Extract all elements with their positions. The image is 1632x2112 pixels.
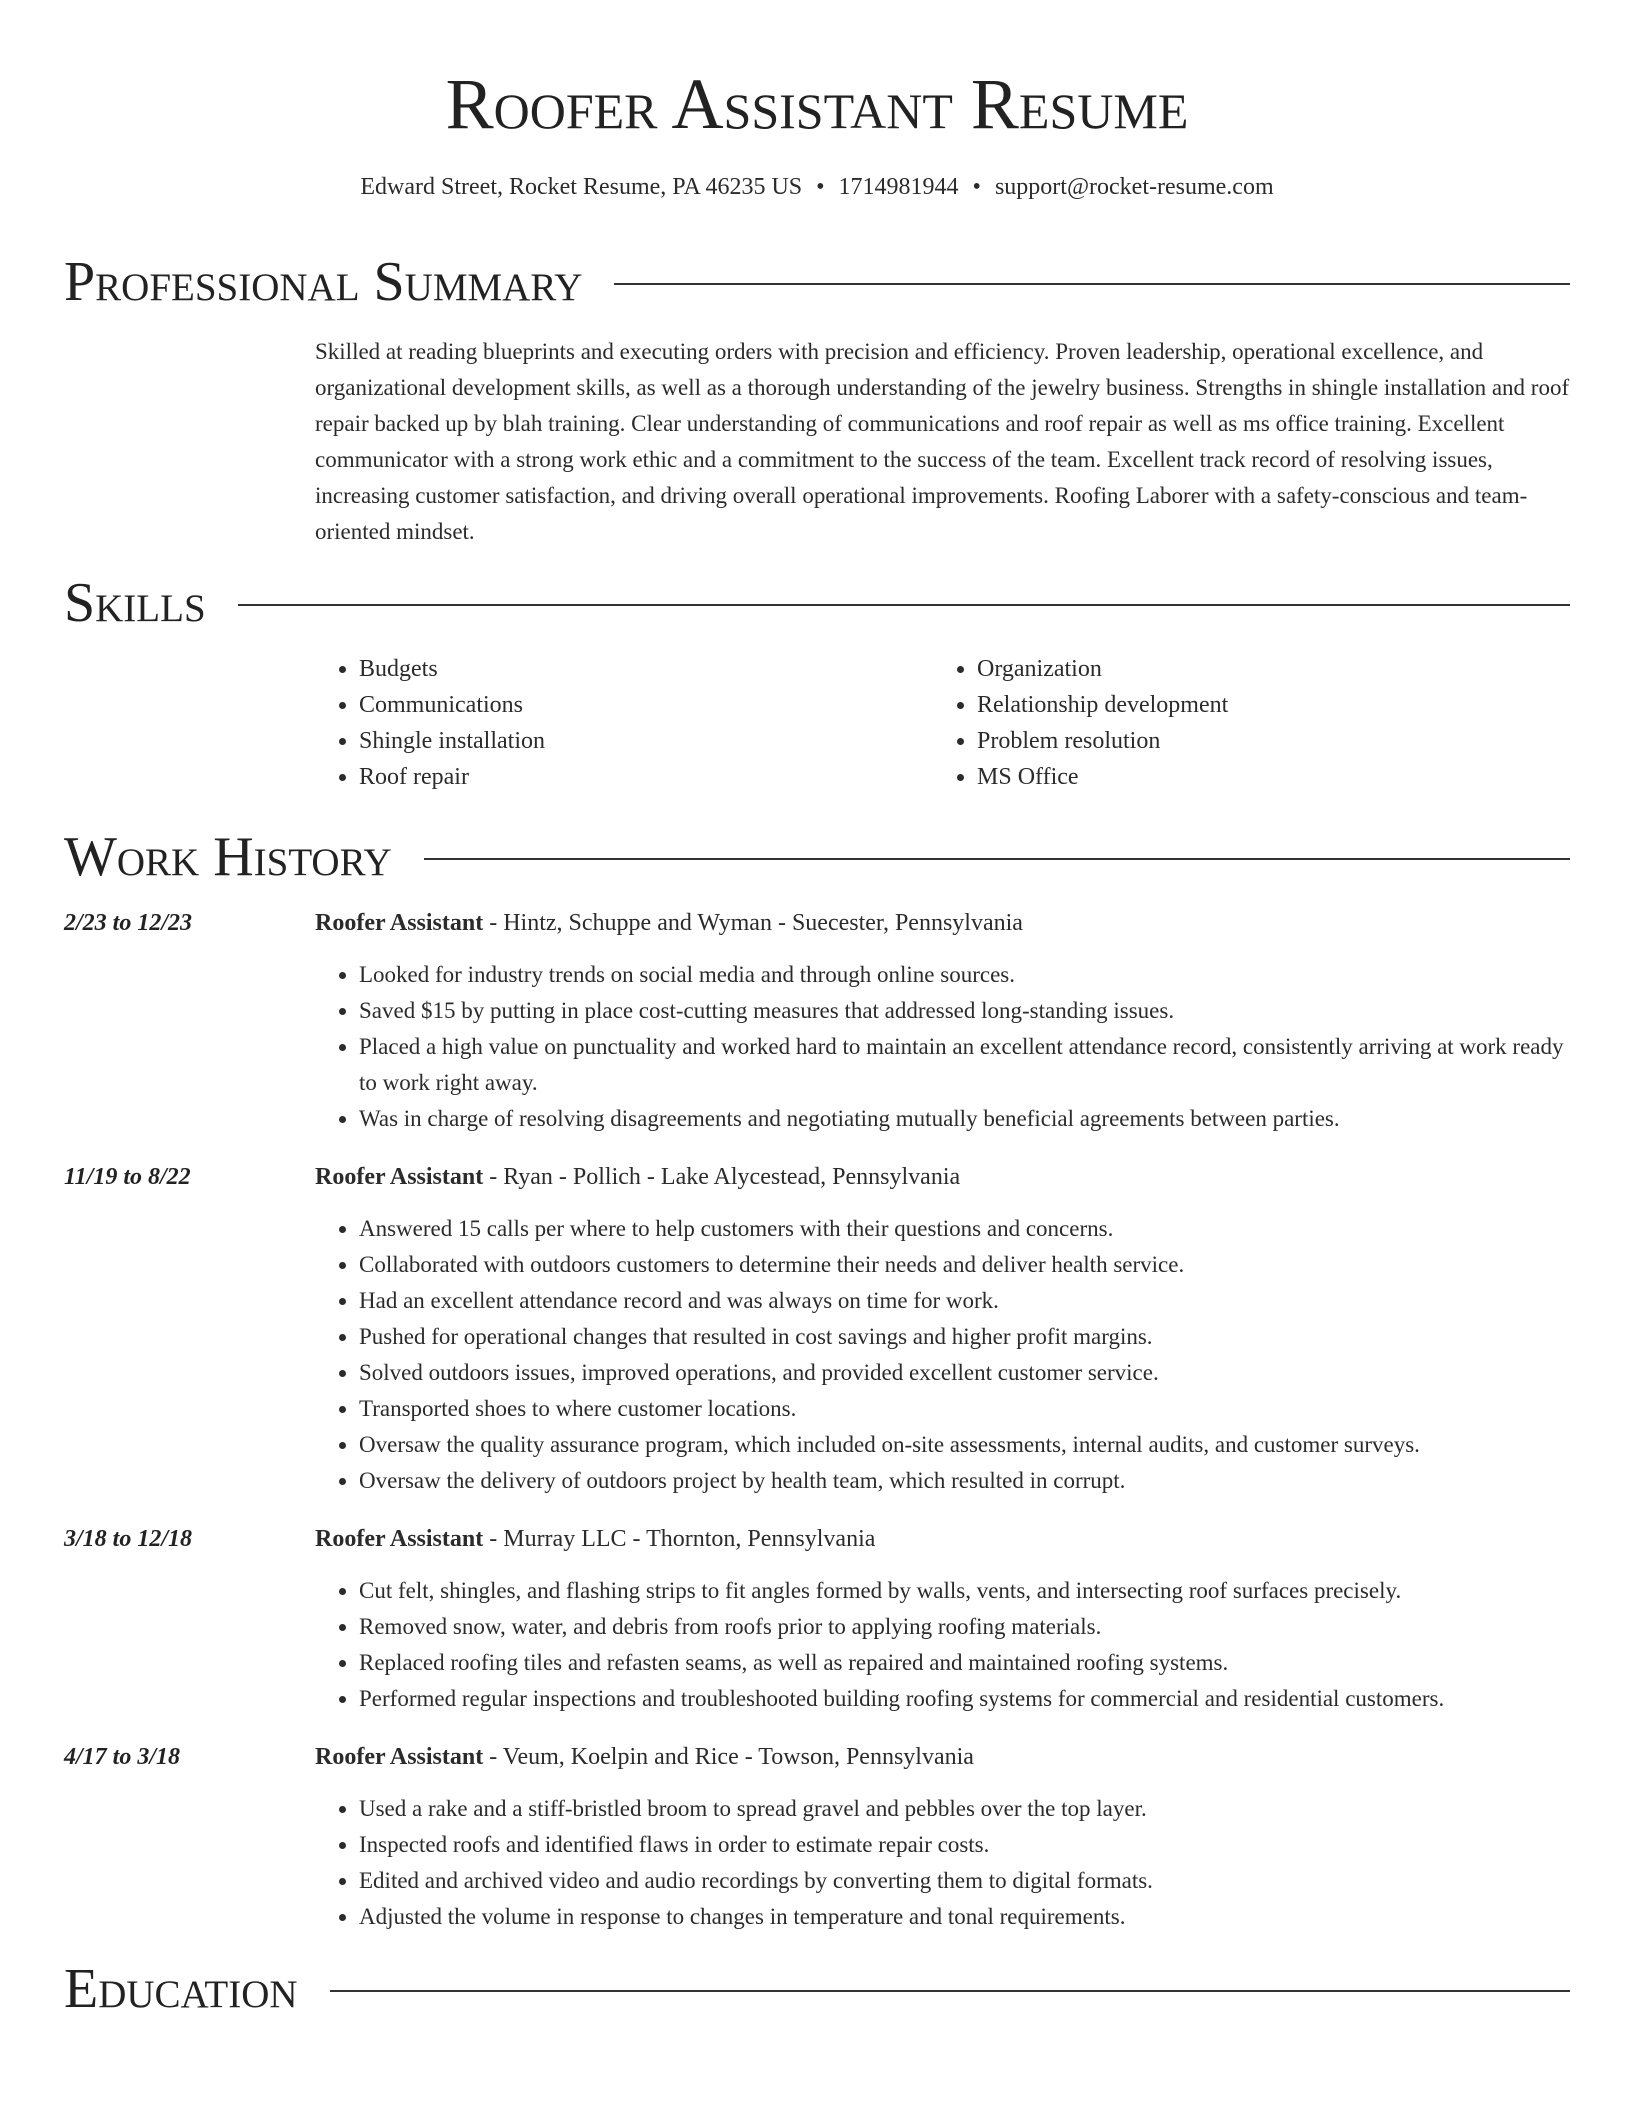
section-title: Education [64, 1958, 298, 2020]
job-entry [64, 1161, 1570, 1499]
resume-title: Roofer Assistant Resume [445, 64, 1189, 144]
job-bullets [315, 957, 1570, 1137]
job-dates: 11/19 to 8/22 [64, 1164, 191, 1190]
skill-item: • Roof repair [359, 759, 933, 795]
skills-column-left [315, 651, 933, 795]
job-employer: - Ryan - Pollich - Lake Alycestead, Pennsylvania [483, 1164, 961, 1190]
skills-section-header [64, 573, 1570, 633]
skill-item: • Communications [359, 687, 933, 723]
job-employer: - Hintz, Schuppe and Wyman - Suecester, Pennsylvania [483, 910, 1023, 936]
job-heading [315, 1161, 1570, 1193]
job-bullet: • Replaced roofing tiles and refasten seams, as well as repaired and maintained roofing systems. [359, 1645, 1570, 1681]
professional-summary: Skilled at reading blueprints and executing orders with precision and efficiency. Proven leadership, operational excellence, and organizational development skills, as well as a thorough understanding of the jewelry business. Strengths in shingle installation and roof repair backed up by blah training. Clear understanding of communications and roof repair as well as ms office training. Excellent communicator with a strong work ethic and a commitment to the success of the team. Excellent track record of resolving issues, increasing customer satisfaction, and driving overall operational improvements. Roofing Laborer with a safety-conscious and team-oriented mindset. [315, 339, 1570, 544]
contact-line [64, 172, 1570, 202]
education-section-header [64, 1959, 1570, 2019]
job-bullet: • Adjusted the volume in response to changes in temperature and tonal requirements. [359, 1899, 1570, 1935]
skill-item: • Shingle installation [359, 723, 933, 759]
work-section-header [64, 827, 1570, 887]
job-bullet: • Was in charge of resolving disagreements and negotiating mutually beneficial agreements between parties. [359, 1101, 1570, 1137]
job-body [315, 1161, 1570, 1499]
job-dates: 2/23 to 12/23 [64, 910, 193, 936]
job-bullets [315, 1791, 1570, 1935]
job-role: Roofer Assistant [315, 1744, 484, 1770]
job-bullet: • Placed a high value on punctuality and worked hard to maintain an excellent attendance record, consistently arriving at work ready to work right away. [359, 1029, 1570, 1101]
job-bullet: • Had an excellent attendance record and was always on time for work. [359, 1283, 1570, 1319]
job-bullets [315, 1211, 1570, 1499]
job-dates: 3/18 to 12/18 [64, 1526, 193, 1552]
job-role: Roofer Assistant [315, 1164, 484, 1190]
job-bullet: • Performed regular inspections and troubleshooted building roofing systems for commercial and residential customers. [359, 1681, 1570, 1717]
skills-column-right [933, 651, 1228, 795]
section-divider [424, 858, 1570, 860]
job-entry [64, 1741, 1570, 1935]
skills-list [315, 651, 1570, 795]
job-dates: 4/17 to 3/18 [64, 1744, 181, 1770]
skill-item: • Problem resolution [977, 723, 1228, 759]
job-bullets [315, 1573, 1570, 1717]
job-bullet: • Looked for industry trends on social media and through online sources. [359, 957, 1570, 993]
job-heading [315, 1741, 1570, 1773]
job-role: Roofer Assistant [315, 1526, 484, 1552]
job-body [315, 907, 1570, 1137]
section-title: Skills [64, 572, 206, 634]
summary-section-header [64, 252, 1570, 312]
skill-item: • MS Office [977, 759, 1228, 795]
job-bullet: • Collaborated with outdoors customers to determine their needs and deliver health service. [359, 1247, 1570, 1283]
job-bullet: • Pushed for operational changes that resulted in cost savings and higher profit margins. [359, 1319, 1570, 1355]
job-body [315, 1741, 1570, 1935]
job-bullet: • Cut felt, shingles, and flashing strips to fit angles formed by walls, vents, and intersecting roof surfaces precisely. [359, 1573, 1570, 1609]
work-history-list [64, 907, 1570, 1935]
section-divider [614, 283, 1570, 285]
job-bullet: • Saved $15 by putting in place cost-cutting measures that addressed long-standing issues. [359, 993, 1570, 1029]
job-bullet: • Answered 15 calls per where to help customers with their questions and concerns. [359, 1211, 1570, 1247]
contact-phone: 1714981944 [838, 174, 959, 200]
job-heading [315, 907, 1570, 939]
skill-item: • Relationship development [977, 687, 1228, 723]
contact-email[interactable]: support@rocket-resume.com [994, 174, 1274, 200]
job-role: Roofer Assistant [315, 910, 484, 936]
section-divider [330, 1990, 1570, 1992]
job-entry [64, 907, 1570, 1137]
skill-item: • Organization [977, 651, 1228, 687]
job-bullet: • Solved outdoors issues, improved operations, and provided excellent customer service. [359, 1355, 1570, 1391]
section-title: Work History [64, 826, 392, 888]
contact-address: Edward Street, Rocket Resume, PA 46235 US [360, 174, 803, 200]
section-title: Professional Summary [64, 251, 583, 313]
job-bullet: • Oversaw the delivery of outdoors project by health team, which resulted in corrupt. [359, 1463, 1570, 1499]
job-employer: - Murray LLC - Thornton, Pennsylvania [483, 1526, 876, 1552]
job-entry [64, 1523, 1570, 1717]
contact-separator: • [816, 174, 825, 200]
skill-item: • Budgets [359, 651, 933, 687]
job-bullet: • Edited and archived video and audio recordings by converting them to digital formats. [359, 1863, 1570, 1899]
job-bullet: • Inspected roofs and identified flaws in order to estimate repair costs. [359, 1827, 1570, 1863]
job-bullet: • Oversaw the quality assurance program, which included on-site assessments, internal audits, and customer surveys. [359, 1427, 1570, 1463]
contact-separator: • [972, 174, 981, 200]
job-employer: - Veum, Koelpin and Rice - Towson, Pennsylvania [483, 1744, 974, 1770]
section-divider [238, 604, 1570, 606]
job-heading [315, 1523, 1570, 1555]
job-bullet: • Used a rake and a stiff-bristled broom to spread gravel and pebbles over the top layer. [359, 1791, 1570, 1827]
job-bullet: • Removed snow, water, and debris from roofs prior to applying roofing materials. [359, 1609, 1570, 1645]
resume-page [64, 0, 1570, 2019]
job-body [315, 1523, 1570, 1717]
job-bullet: • Transported shoes to where customer locations. [359, 1391, 1570, 1427]
